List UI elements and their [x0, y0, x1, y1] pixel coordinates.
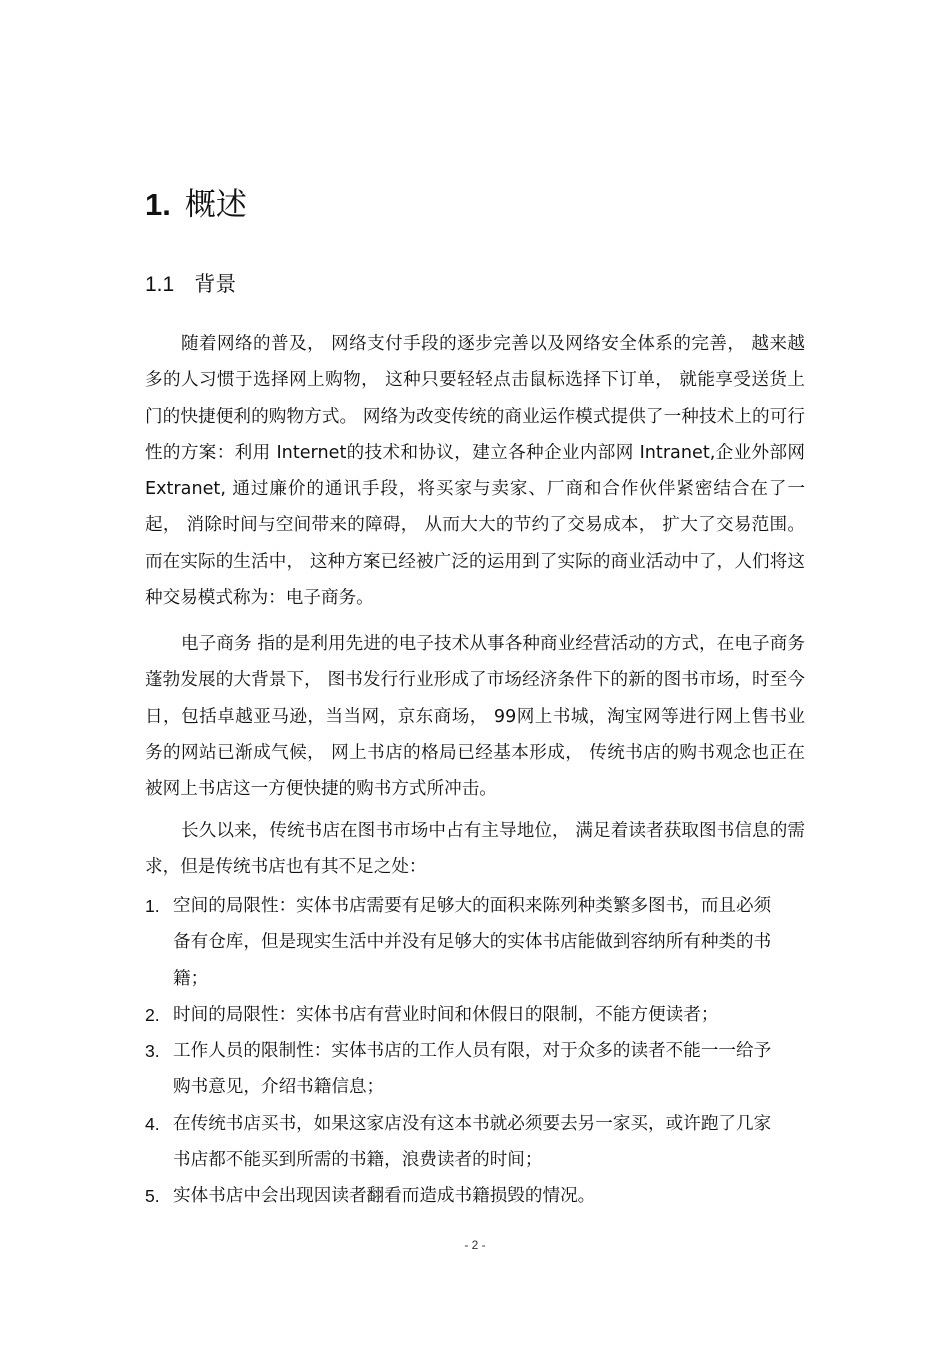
subsection-number: 1.1: [145, 273, 175, 296]
section-heading: [145, 183, 247, 227]
list-item: [145, 888, 785, 997]
list-marker: 1.: [145, 896, 160, 916]
subsection-title: 背景: [194, 272, 237, 296]
list-item-text: 工作人员的限制性：实体书店的工作人员有限，对于众多的读者不能一一给予购书意见，介绍书籍信息；: [173, 1041, 772, 1098]
shortcomings-list: [145, 888, 785, 1215]
page-number: - 2 -: [464, 1238, 486, 1252]
list-item-text: 空间的局限性：实体书店需要有足够大的面积来陈列种类繁多图书，而且必须备有仓库，但是现实生活中并没有足够大的实体书店能做到容纳所有种类的书籍；: [173, 896, 772, 989]
list-item-text: 实体书店中会出现因读者翻看而造成书籍损毁的情况。: [173, 1186, 596, 1207]
list-marker: 5.: [145, 1186, 160, 1207]
list-marker: 3.: [145, 1041, 160, 1062]
list-item-text: 时间的局限性：实体书店有营业时间和休假日的限制，不能方便读者；: [173, 1004, 719, 1025]
section-number: 1.: [145, 187, 171, 222]
list-item-text: 在传统书店买书，如果这家店没有这本书就必须要去另一家买，或许跑了几家书店都不能买到所需的书籍，浪费读者的时间；: [173, 1113, 772, 1171]
list-marker: 2.: [145, 1004, 160, 1025]
section-title: 概述: [184, 187, 247, 223]
subsection-heading: [145, 268, 236, 301]
paragraph-background-intro: 随着网络的普及， 网络支付手段的逐步完善以及网络安全体系的完善， 越来越多的人习惯于选择网上购物， 这种只要轻轻点击鼠标选择下订单， 就能享受送货上门的快捷便利的购物方式。 网络为改变传统的商业运作模式提供了一种技术上的可行性的方案：利用 Internet的技术和协议，建立各种企业内部网 Intranet,企业外部网 Extranet, 通过廉价的通讯手段，将买家与卖家、厂商和合作伙伴紧密结合在了一起， 消除时间与空间带来的障碍， 从而大大的节约了交易成本， 扩大了交易范围。 而在实际的生活中， 这种方案已经被广泛的运用到了实际的商业活动中了，人们将这种交易模式称为：电子商务。: [145, 334, 805, 609]
list-item: [145, 1106, 785, 1179]
list-item: [145, 1178, 785, 1214]
paragraph-ecommerce-definition: 电子商务 指的是利用先进的电子技术从事各种商业经营活动的方式，在电子商务蓬勃发展的大背景下， 图书发行行业形成了市场经济条件下的新的图书市场，时至今日，包括卓越亚马逊，当当网，京东商场， 99网上书城，淘宝网等进行网上售书业务的网站已渐成气候， 网上书店的格局已经基本形成， 传统书店的购书观念也正在被网上书店这一方便快捷的购书方式所冲击。: [145, 634, 805, 800]
list-item: [145, 1033, 785, 1106]
paragraph-traditional-store: 长久以来，传统书店在图书市场中占有主导地位， 满足着读者获取图书信息的需求，但是传统书店也有其不足之处：: [145, 821, 805, 878]
list-item: [145, 997, 785, 1033]
list-marker: 4.: [145, 1113, 160, 1134]
